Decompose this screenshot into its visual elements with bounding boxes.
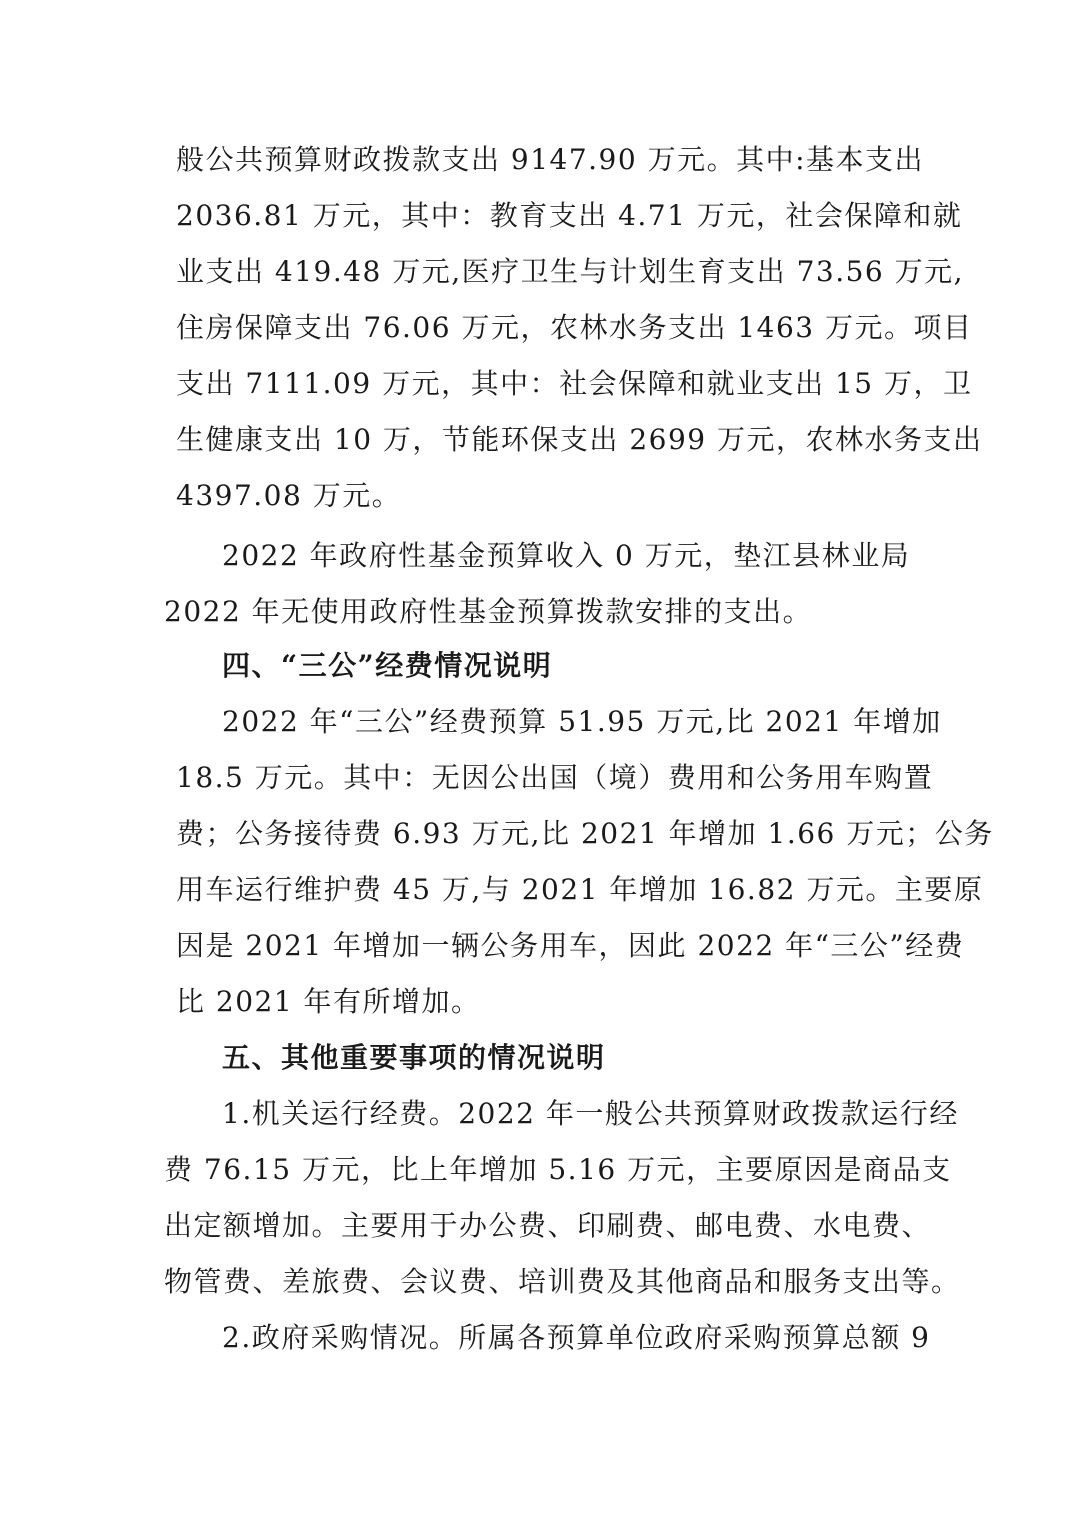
paragraph-line: 支出 7111.09 万元，其中：社会保障和就业支出 15 万，卫: [176, 367, 973, 400]
paragraph-line: 用车运行维护费 45 万,与 2021 年增加 16.82 万元。主要原: [176, 873, 984, 906]
paragraph-line: 18.5 万元。其中：无因公出国（境）费用和公务用车购置: [176, 761, 934, 794]
paragraph-line: 2022 年政府性基金预算收入 0 万元，垫江县林业局: [222, 539, 911, 572]
paragraph-line: 费；公务接待费 6.93 万元,比 2021 年增加 1.66 万元；公务: [176, 817, 994, 850]
paragraph-line: 费 76.15 万元，比上年增加 5.16 万元，主要原因是商品支: [164, 1153, 952, 1186]
paragraph-line: 业支出 419.48 万元,医疗卫生与计划生育支出 73.56 万元,: [176, 255, 965, 288]
paragraph-line: 住房保障支出 76.06 万元，农林水务支出 1463 万元。项目: [176, 311, 973, 344]
paragraph-line: 2.政府采购情况。所属各预算单位政府采购预算总额 9: [222, 1321, 931, 1354]
section-heading: 四、“三公”经费情况说明: [222, 649, 553, 682]
paragraph-line: 2022 年无使用政府性基金预算拨款安排的支出。: [164, 595, 813, 628]
paragraph-line: 生健康支出 10 万，节能环保支出 2699 万元，农林水务支出: [176, 423, 983, 456]
paragraph-line: 4397.08 万元。: [176, 479, 402, 512]
paragraph-line: 因是 2021 年增加一辆公务用车，因此 2022 年“三公”经费: [176, 929, 965, 962]
paragraph-line: 出定额增加。主要用于办公费、印刷费、邮电费、水电费、: [164, 1209, 932, 1242]
paragraph-line: 物管费、差旅费、会议费、培训费及其他商品和服务支出等。: [164, 1265, 961, 1298]
paragraph-line: 2022 年“三公”经费预算 51.95 万元,比 2021 年增加: [222, 705, 942, 738]
paragraph-line: 1.机关运行经费。2022 年一般公共预算财政拨款运行经: [222, 1097, 959, 1130]
paragraph-line: 2036.81 万元，其中：教育支出 4.71 万元，社会保障和就: [176, 199, 963, 232]
paragraph-line: 比 2021 年有所增加。: [176, 985, 481, 1018]
section-heading: 五、其他重要事项的情况说明: [222, 1041, 606, 1074]
paragraph-line: 般公共预算财政拨款支出 9147.90 万元。其中:基本支出: [176, 143, 925, 176]
